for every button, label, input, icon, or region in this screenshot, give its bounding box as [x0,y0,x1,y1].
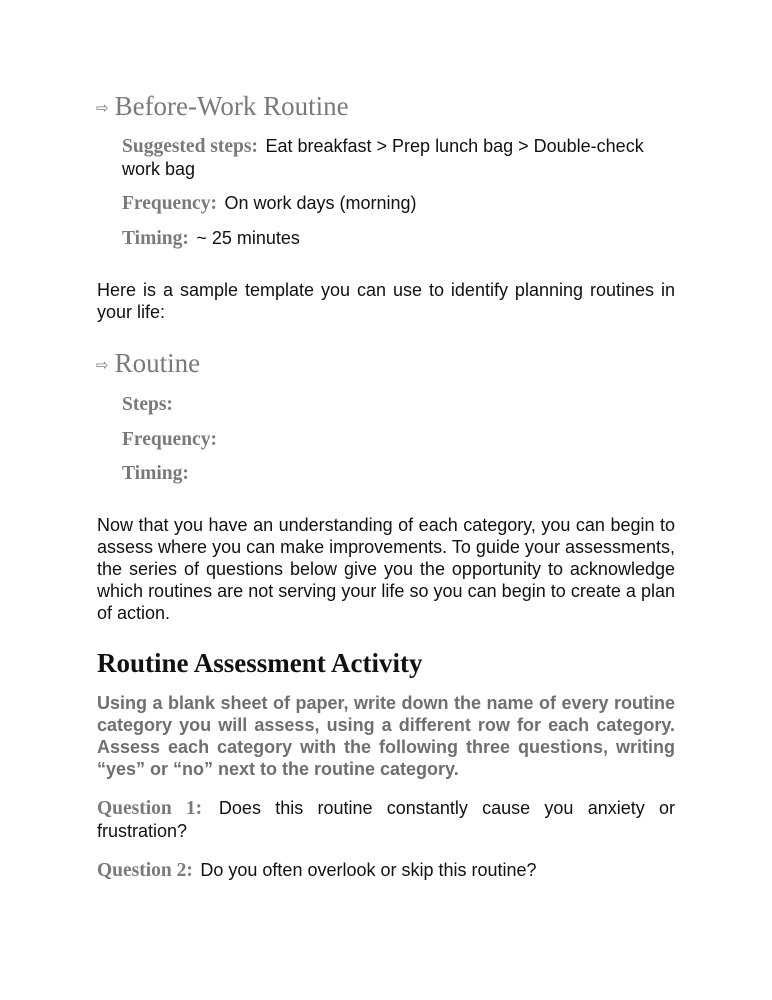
template-steps-label: Steps: [122,394,173,415]
template-routine-title: Routine [114,348,201,378]
frequency-value: On work days (morning) [224,193,417,213]
question-1 [97,797,675,842]
template-frequency-field [122,428,676,451]
activity-heading: Routine Assessment Activity [97,648,423,678]
question-text: Do you often overlook or skip this routine? [200,860,537,880]
template-frequency-label: Frequency: [122,429,217,450]
arrow-right-outline-icon: ⇨ [96,98,109,117]
example-routine-heading [96,91,349,122]
question-label: Question 2: [97,860,193,881]
template-routine-heading [96,348,200,379]
question-label: Question 1: [97,798,203,819]
example-timing-field [122,227,676,250]
example-frequency-field [122,192,676,215]
steps-label: Suggested steps: [122,136,258,157]
timing-label: Timing: [122,228,189,249]
template-intro-paragraph: Here is a sample template you can use to identify planning routines in your life: [97,280,675,322]
timing-value: ~ 25 minutes [196,228,300,248]
template-timing-field [122,462,676,485]
example-routine-title: Before-Work Routine [114,91,349,121]
question-text: Does this routine constantly cause you anxiety or frustration? [97,798,675,841]
template-timing-label: Timing: [122,463,189,484]
assessment-intro-paragraph: Now that you have an understanding of each category, you can begin to assess where you can make improvements. To guide your assessments, the series of questions below give you the opportunity to acknowledge which routines are not serving your life so you can begin to create a plan of action. [97,515,675,623]
example-steps-field [122,135,676,180]
template-steps-field [122,393,676,416]
activity-instructions: Using a blank sheet of paper, write down the name of every routine category you will assess, using a different row for each category. Assess each category with the following three questions, writing “yes” or “no” next to the routine category. [97,693,675,779]
arrow-right-outline-icon: ⇨ [96,355,109,374]
question-2 [97,859,675,882]
steps-value: Eat breakfast > Prep lunch bag > Double-check work bag [122,136,644,179]
frequency-label: Frequency: [122,193,217,214]
